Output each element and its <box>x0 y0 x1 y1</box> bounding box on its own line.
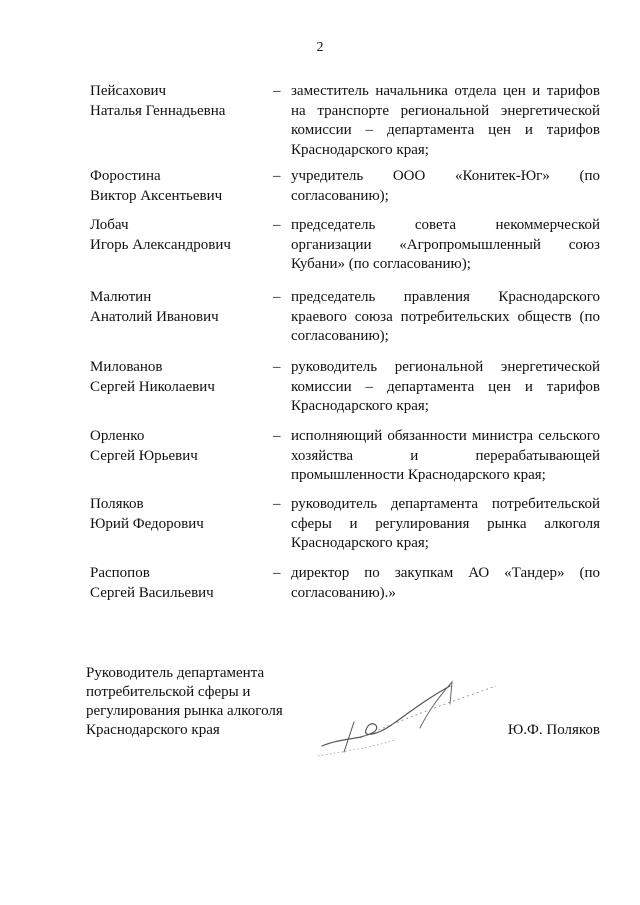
member-surname: Милованов <box>90 359 163 375</box>
member-surname: Форостина <box>90 168 161 184</box>
signature-title <box>86 664 296 740</box>
signature-title-line: Руководитель департамента <box>86 665 265 681</box>
handwritten-signature <box>300 668 500 768</box>
member-description: учредитель ООО «Конитек-Юг» (по согласованию); <box>291 168 600 204</box>
signature-title-line: потребительской сферы и <box>86 684 251 700</box>
member-given-names: Анатолий Иванович <box>90 308 219 325</box>
dash-separator: – <box>273 359 281 375</box>
dash-separator: – <box>273 565 281 581</box>
member-given-names: Виктор Аксентьевич <box>90 187 223 204</box>
member-description: председатель правления Краснодарского краевого союза потребительских обществ (по согласованию); <box>291 289 600 344</box>
member-name <box>90 358 270 397</box>
signer-name: Ю.Ф. Поляков <box>507 722 600 738</box>
member-given-names: Юрий Федорович <box>90 515 204 532</box>
dash-separator: – <box>273 83 281 99</box>
dash-separator: – <box>273 428 281 444</box>
member-description: исполняющий обязанности министра сельского хозяйства и перерабатывающей промышленности Краснодарского края; <box>291 428 600 483</box>
signature-title-line: регулирования рынка алкоголя <box>86 703 283 719</box>
member-name <box>90 427 270 466</box>
member-description: заместитель начальника отдела цен и тарифов на транспорте региональной энергетической комиссии – департамента цен и тарифов Краснодарского края; <box>291 83 600 158</box>
member-description: председатель совета некоммерческой организации «Агропромышленный союз Кубани» (по согласованию); <box>291 217 600 272</box>
member-surname: Распопов <box>90 565 150 581</box>
member-given-names: Сергей Юрьевич <box>90 447 198 464</box>
signature-title-line: Краснодарского края <box>86 722 220 738</box>
dash-separator: – <box>273 496 281 512</box>
member-given-names: Наталья Геннадьевна <box>90 102 226 119</box>
member-surname: Поляков <box>90 496 144 512</box>
member-name <box>90 495 270 534</box>
member-name <box>90 167 270 206</box>
dash-separator: – <box>273 217 281 233</box>
dash-separator: – <box>273 289 281 305</box>
page-number: 2 <box>316 40 324 55</box>
member-name <box>90 216 270 255</box>
member-given-names: Сергей Васильевич <box>90 584 214 601</box>
member-name <box>90 288 270 327</box>
member-surname: Лобач <box>90 217 129 233</box>
member-given-names: Игорь Александрович <box>90 236 231 253</box>
member-description: руководитель департамента потребительской сферы и регулирования рынка алкоголя Краснодарского края; <box>291 496 600 551</box>
member-name <box>90 82 270 121</box>
member-description: директор по закупкам АО «Тандер» (по согласованию).» <box>291 565 600 601</box>
member-surname: Орленко <box>90 428 145 444</box>
dash-separator: – <box>273 168 281 184</box>
member-surname: Малютин <box>90 289 152 305</box>
member-name <box>90 564 270 603</box>
member-given-names: Сергей Николаевич <box>90 378 215 395</box>
member-surname: Пейсахович <box>90 83 167 99</box>
member-description: руководитель региональной энергетической комиссии – департамента цен и тарифов Краснодарского края; <box>291 359 600 414</box>
